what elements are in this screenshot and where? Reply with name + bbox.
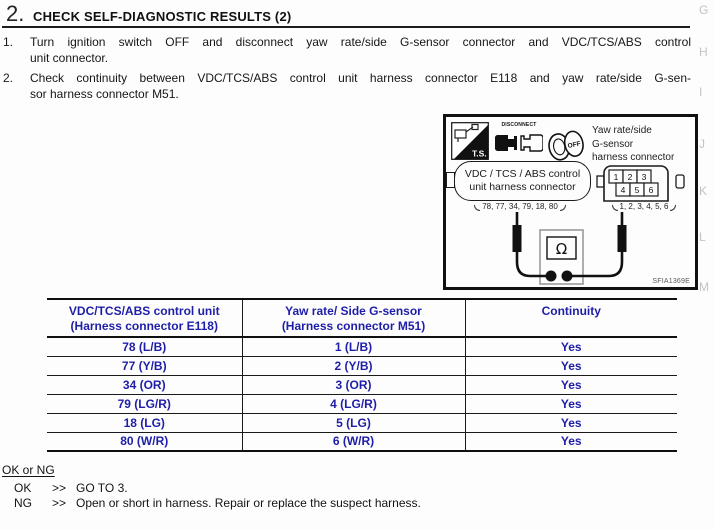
header-vdc-column: VDC/TCS/ABS control unit (Harness connector E118) <box>47 299 242 337</box>
page-title: CHECK SELF-DIAGNOSTIC RESULTS (2) <box>33 9 292 24</box>
step-2 <box>0 71 691 102</box>
pin-2: 2 <box>627 172 633 182</box>
cell-m51-pin: 2 (Y/B) <box>242 356 465 375</box>
yaw-caption-line-2: G-sensor <box>592 138 634 150</box>
cell-continuity: Yes <box>465 337 677 356</box>
result-ng-text: Open or short in harness. Repair or replace the suspect harness. <box>76 495 421 510</box>
margin-letter-h: H <box>699 45 708 59</box>
right-pin-list-label <box>596 202 692 211</box>
result-ng-label: NG <box>14 495 32 510</box>
cell-continuity: Yes <box>465 356 677 375</box>
section-number: 2. <box>6 1 25 26</box>
table-row <box>47 394 677 413</box>
right-pin-list-text: 1, 2, 3, 4, 5, 6 <box>619 202 669 211</box>
step-2-number: 2. <box>3 71 14 85</box>
disconnect-label: DISCONNECT <box>501 122 537 128</box>
pin-1: 1 <box>613 172 619 182</box>
result-ok-row <box>2 481 690 496</box>
cell-e118-pin: 77 (Y/B) <box>47 356 242 375</box>
step-1-line-2: unit connector. <box>30 50 109 65</box>
result-ok-arrow: >> <box>52 481 67 495</box>
step-1 <box>0 35 691 66</box>
disconnect-plug-glyph <box>495 128 543 158</box>
margin-letter-j: J <box>699 137 705 151</box>
cell-m51-pin: 3 (OR) <box>242 375 465 394</box>
header-sensor-column: Yaw rate/ Side G-sensor (Harness connector M51) <box>242 299 465 337</box>
cell-m51-pin: 6 (W/R) <box>242 432 465 451</box>
ts-tester-icon <box>451 122 489 160</box>
margin-letter-m: M <box>699 280 709 294</box>
cell-e118-pin: 78 (L/B) <box>122 339 167 354</box>
yaw-caption-line-3: harness connector <box>592 152 675 163</box>
table-row <box>47 432 677 451</box>
curl-right <box>670 205 676 211</box>
ohm-symbol: Ω <box>555 240 568 258</box>
cell-e118-pin: 79 (LG/R) <box>47 394 242 413</box>
svg-text:T.S.: T.S. <box>472 148 487 159</box>
margin-letter-l: L <box>699 230 706 244</box>
disconnect-icon <box>493 122 545 163</box>
margin-letter-g: G <box>699 3 709 17</box>
cell-m51-pin: 4 (LG/R) <box>242 394 465 413</box>
margin-letter-i: I <box>699 85 703 99</box>
curl-left <box>612 205 618 211</box>
g-sensor-connector-drawing <box>596 161 692 205</box>
procedure-steps <box>0 35 691 107</box>
cell-continuity: Yes <box>465 375 677 394</box>
figure-code: SFIA1369E <box>652 278 690 285</box>
margin-letter-k: K <box>699 184 708 198</box>
left-pin-list-text: 78, 77, 34, 79, 18, 80 <box>482 202 558 211</box>
pin-5: 5 <box>634 185 640 195</box>
table-row <box>47 375 677 394</box>
cell-e118-pin: 18 (LG) <box>47 413 242 432</box>
table-header-row <box>47 299 677 337</box>
ignition-off-key-icon <box>546 127 590 163</box>
table-row <box>47 413 677 432</box>
step-1-text <box>30 35 691 66</box>
title-divider <box>2 26 690 28</box>
pin-3: 3 <box>641 172 647 182</box>
header-continuity-column: Continuity <box>465 299 677 337</box>
yaw-caption-line-1: Yaw rate/side <box>592 125 652 136</box>
table-row <box>47 337 677 356</box>
vdc-control-unit-connector-balloon <box>454 161 591 201</box>
step-2-line-2: sor harness connector M51. <box>30 86 179 101</box>
cell-m51-pin: 5 (LG) <box>242 413 465 432</box>
ohmmeter-and-probes-drawing <box>446 212 695 285</box>
result-ok-text: GO TO 3. <box>76 481 128 495</box>
cell-continuity: Yes <box>465 394 677 413</box>
yaw-sensor-caption <box>592 124 694 165</box>
step-2-text <box>30 71 691 102</box>
curl-right <box>560 205 566 211</box>
step-1-line-1: Turn ignition switch OFF and disconnect yaw rate/side G-sensor connector and VDC/TCS/ABS control <box>30 35 691 49</box>
wiring-diagram-figure <box>443 114 698 290</box>
cell-m51-pin: 1 (L/B) <box>242 337 465 356</box>
step-1-number: 1. <box>3 35 14 49</box>
curl-left <box>474 205 480 211</box>
result-ng-row <box>2 496 690 511</box>
left-connector-line-1: VDC / TCS / ABS control <box>464 168 581 180</box>
left-pin-list-label <box>452 202 588 211</box>
result-ok-label: OK <box>14 481 32 495</box>
result-ng-arrow: >> <box>52 495 67 510</box>
step-2-line-1: Check continuity between VDC/TCS/ABS control unit harness connector E118 and yaw rate/side G-sen- <box>30 71 691 85</box>
pin-6: 6 <box>648 185 654 195</box>
left-connector-line-2: unit harness connector <box>469 181 576 193</box>
svg-text:OFF: OFF <box>567 140 582 150</box>
pin-4: 4 <box>620 185 626 195</box>
result-section <box>2 463 690 510</box>
result-heading: OK or NG <box>2 463 55 477</box>
continuity-table <box>47 298 677 452</box>
table-row <box>47 356 677 375</box>
cell-e118-pin: 80 (W/R) <box>47 432 242 451</box>
cell-continuity: Yes <box>465 432 677 451</box>
cell-continuity: Yes <box>465 413 677 432</box>
cell-e118-pin: 34 (OR) <box>47 375 242 394</box>
